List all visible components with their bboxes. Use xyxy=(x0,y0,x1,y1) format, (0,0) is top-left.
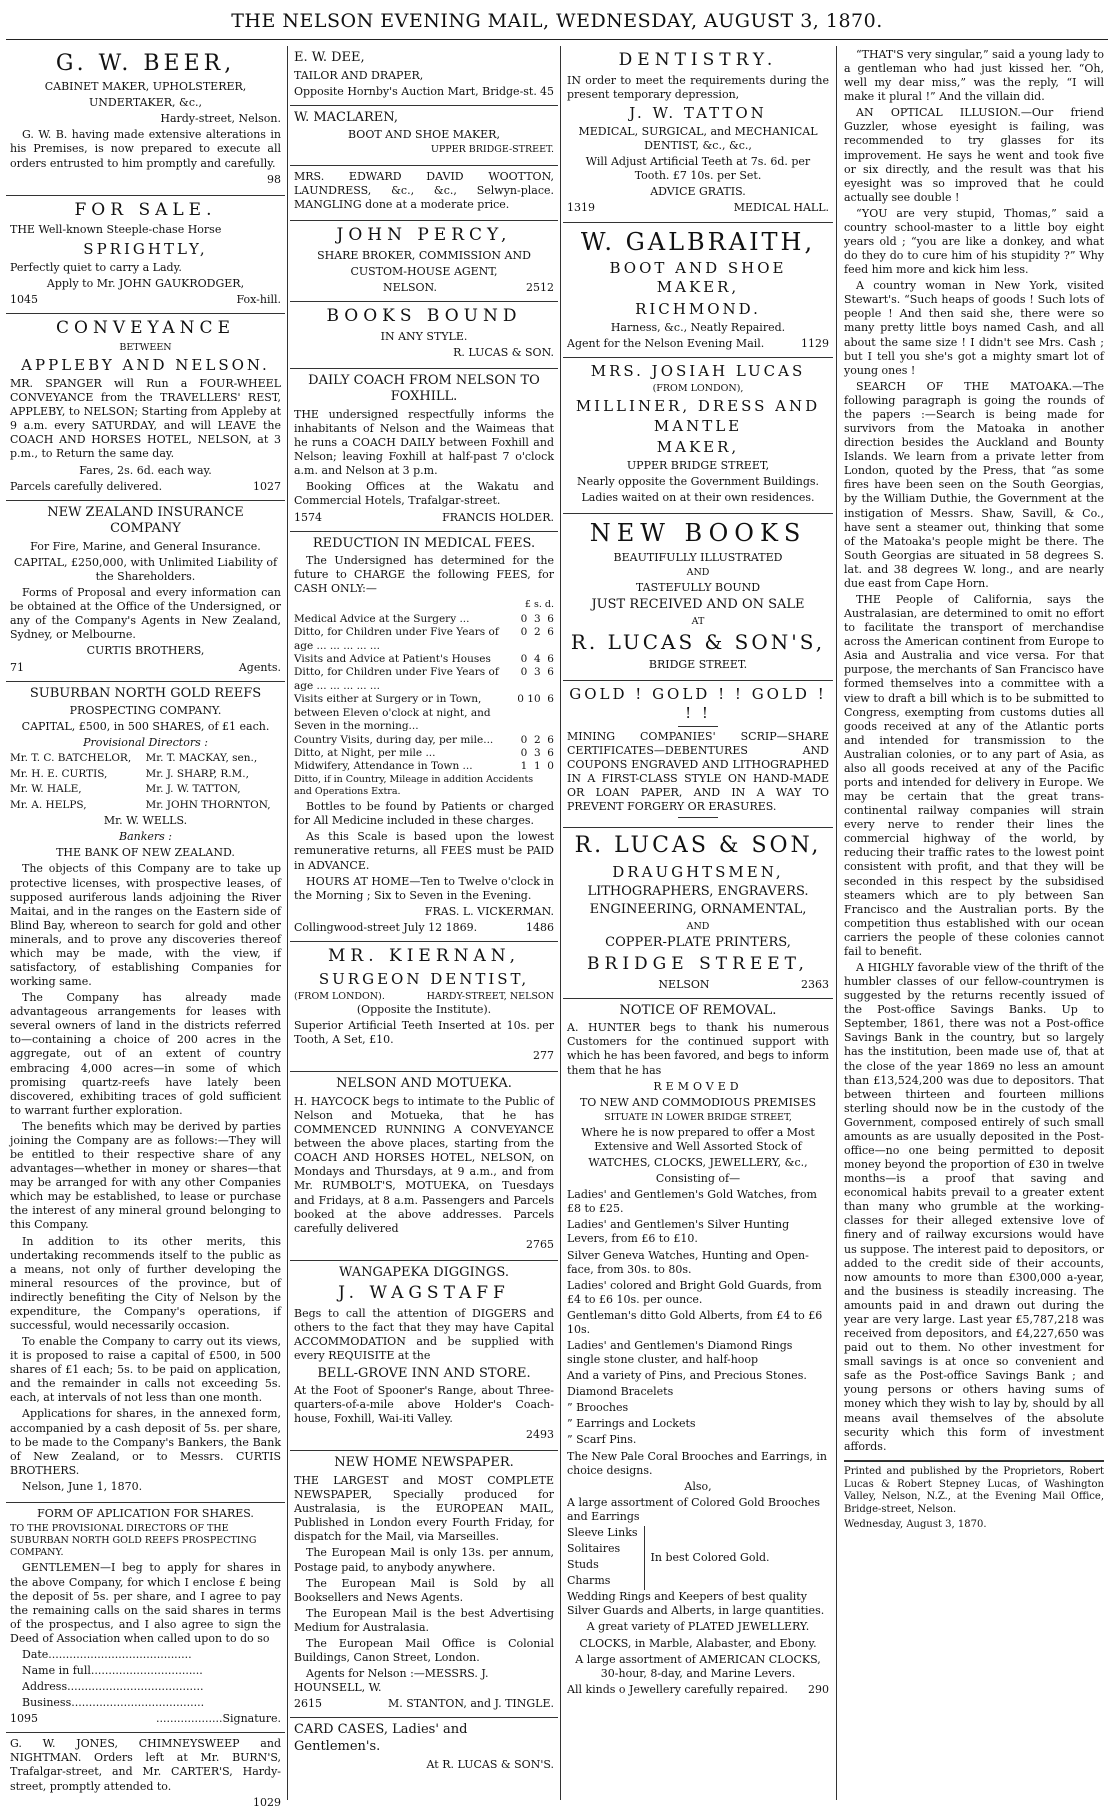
ad-line: Ladies waited on at their own residences. xyxy=(581,491,815,505)
fee-row xyxy=(294,760,554,773)
fee-row xyxy=(294,626,554,653)
ad-title: MR. KIERNAN, xyxy=(328,945,520,966)
ad-address: HARDY-STREET, NELSON xyxy=(426,990,554,1002)
fee-value: 0 4 6 xyxy=(520,652,554,665)
stock-item: ” Scarf Pins. xyxy=(567,1433,637,1447)
ad-number: 277 xyxy=(533,1049,554,1063)
ad-title: FOR SALE. xyxy=(74,199,217,220)
ad-line: MILLINER, DRESS AND MANTLE xyxy=(575,397,821,435)
ad-line: UNDERTAKER, &c., xyxy=(89,96,202,110)
ad-number: 2765 xyxy=(526,1237,554,1251)
ad-title: NELSON AND MOTUEKA. xyxy=(336,1076,512,1092)
ad-line: SHARE BROKER, COMMISSION AND xyxy=(317,248,531,262)
gold-list xyxy=(567,1526,829,1590)
ad-line: TO THE PROVISIONAL DIRECTORS OF THE SUBURBAN NORTH GOLD REEFS PROSPECTING COMPANY. xyxy=(10,1522,257,1559)
stock-item: The New Pale Coral Brooches and Earrings, in choice designs. xyxy=(567,1449,827,1477)
news-paragraph: AN OPTICAL ILLUSION.—Our friend Guzzler, whose eyesight is failing, was recommended to try glasses for its improvement. He says he went and took five or six directly, and the result was that his eyesight was so improved that he could actually see double ! xyxy=(844,106,1104,204)
ad-address: UPPER BRIDGE STREET, xyxy=(626,458,770,472)
ad-line: Bankers : xyxy=(118,830,172,844)
ad-wangapeka xyxy=(290,1260,558,1451)
ad-body: Apply to Mr. JOHN GAUKRODGER, xyxy=(46,276,245,290)
ad-removal xyxy=(563,998,833,1703)
column-1 xyxy=(6,46,285,1809)
stock-list xyxy=(567,1188,829,1477)
ad-line: PROSPECTING COMPANY. xyxy=(69,704,222,718)
ad-body: G. W. JONES, CHIMNEYSWEEP and NIGHTMAN. Orders left at Mr. BURN'S, Trafalgar-street, and Mr. CARTER'S, Hardy-street, promptly attended to. xyxy=(10,1737,281,1793)
ad-for-sale xyxy=(6,195,285,313)
fee-value: 0 10 6 xyxy=(517,693,554,706)
ad-title: W. GALBRAITH, xyxy=(580,227,816,256)
ad-title: NEW HOME NEWSPAPER. xyxy=(334,1455,514,1471)
ad-number: 71 xyxy=(10,660,24,674)
column-2 xyxy=(290,46,558,1800)
column-rule xyxy=(836,46,837,1800)
form-field: Date......................................... xyxy=(22,1647,192,1661)
ad-motueka xyxy=(290,1071,558,1259)
fee-label: Ditto, at Night, per mile ... xyxy=(294,747,436,760)
ad-body: Perfectly quiet to carry a Lady. xyxy=(10,260,182,274)
fee-label: Medical Advice at the Surgery ... xyxy=(294,612,470,625)
ad-line: Consisting of— xyxy=(655,1172,741,1186)
ad-number: 45 xyxy=(540,84,554,98)
ad-line: R. LUCAS & SON'S, xyxy=(570,629,826,654)
ad-line: LITHOGRAPHERS, ENGRAVERS. xyxy=(587,883,809,899)
fee-label: Visits and Advice at Patient's Houses xyxy=(294,652,491,665)
fee-table xyxy=(294,613,554,774)
ad-r-lucas xyxy=(563,827,833,997)
fee-value: 0 2 6 xyxy=(520,733,554,746)
ad-body: CAPITAL, £250,000, with Unlimited Liability of the Shareholders. xyxy=(13,556,278,584)
ad-gold-reefs xyxy=(6,681,285,1502)
ad-address: MEDICAL HALL. xyxy=(733,201,829,215)
ad-share-form xyxy=(6,1502,285,1732)
ad-horse-name: SPRIGHTLY, xyxy=(83,239,208,258)
ad-body: The European Mail is only 13s. per annum, Postage paid, to anybody anywhere. xyxy=(294,1546,554,1574)
ad-line: MAKER, xyxy=(656,437,740,456)
ad-signature: FRANCIS HOLDER. xyxy=(442,510,554,524)
ad-title: NOTICE OF REMOVAL. xyxy=(619,1002,777,1018)
director: Mr. T. MACKAY, sen., xyxy=(145,752,258,765)
ad-line: RICHMOND. xyxy=(635,299,761,318)
ad-line: All kinds o Jewellery carefully repaired. xyxy=(567,1682,788,1696)
ad-body: A. HUNTER begs to thank his numerous Customers for the continued support with which he has been favored, and begs to inform them that he has xyxy=(567,1021,829,1077)
ad-body: Fares, 2s. 6d. each way. xyxy=(79,463,212,477)
director: Mr. H. E. CURTIS, xyxy=(10,767,108,780)
stock-item: And a variety of Pins, and Precious Stones. xyxy=(567,1369,807,1383)
ad-galbraith xyxy=(563,222,833,357)
ad-body: Wedding Rings and Keepers of best quality Silver Guards and Alberts, in large quantities. xyxy=(567,1590,825,1618)
ad-line: Provisional Directors : xyxy=(83,736,208,750)
ad-line: REMOVED xyxy=(653,1079,743,1093)
form-field: Address....................................... xyxy=(22,1680,204,1694)
ad-line: BEAUTIFULLY ILLUSTRATED xyxy=(613,550,783,564)
ad-jones xyxy=(6,1732,285,1817)
ad-wootton xyxy=(290,165,558,220)
fee-value: 0 2 6 xyxy=(520,626,554,639)
ad-title: WANGAPEKA DIGGINGS. xyxy=(339,1264,509,1280)
ad-line: BOOT AND SHOE MAKER, xyxy=(609,259,787,297)
ad-title: R. LUCAS & SON, xyxy=(574,833,822,859)
ad-line: Nearly opposite the Government Buildings. xyxy=(576,474,820,488)
fee-value: 1 1 0 xyxy=(520,760,554,773)
ad-title: SUBURBAN NORTH GOLD REEFS xyxy=(29,685,262,701)
fee-label: Ditto, for Children under Five Years of age ... ... ... ... ... xyxy=(294,626,499,652)
ad-body: Bottles to be found by Patients or charged for All Medicine included in these charges. xyxy=(294,800,554,828)
imprint xyxy=(844,1460,1104,1532)
ad-body: Booking Offices at the Wakatu and Commercial Hotels, Trafalgar-street. xyxy=(294,480,554,508)
ad-body: THE LARGEST and MOST COMPLETE NEWSPAPER, Specially produced for Australasia, is the EUROPEAN MAIL, Published in London every Fourth Friday, for dispatch for the Mail, via Marseilles. xyxy=(294,1474,554,1544)
ad-body: The objects of this Company are to take up protective licenses, with prospective leases, of supposed auriferous lands adjoining the River Maitai, and in the ranges on the Eastern side of Blind Bay, whereon to search for gold and other minerals, and to prove any discoveries thereof which may be made, with the view, if satisfactory, of establishing Companies for working same. xyxy=(10,862,281,989)
ad-body: Ditto, if in Country, Mileage in addition Accidents and Operations Extra. xyxy=(294,773,534,798)
ad-body: To enable the Company to carry out its views, it is proposed to raise a capital of £500, in 500 shares of £1 each; 5s. to be paid on application, and the remainder in calls not exceeding 5s. each, at intervals of not less than one month. xyxy=(10,1335,281,1405)
ad-number: 2493 xyxy=(526,1428,554,1442)
ad-title: DAILY COACH FROM NELSON TO FOXHILL. xyxy=(308,372,540,405)
ad-title: W. MACLAREN, xyxy=(294,109,398,125)
ad-beer xyxy=(6,46,285,195)
fee-row xyxy=(294,666,554,693)
ad-line: TO NEW AND COMMODIOUS PREMISES xyxy=(579,1095,817,1109)
imprint-date: Wednesday, August 3, 1870. xyxy=(844,1518,987,1530)
ad-line: Agent for the Nelson Evening Mail. xyxy=(567,336,765,350)
ad-body: THE undersigned respectfully informs the inhabitants of Nelson and the Waimeas that he runs a COACH DAILY between Foxhill and Nelson; leaving Foxhill at half-past 7 o'clock a.m. and Nelson at 3 p.m. xyxy=(294,408,554,478)
ad-title: E. W. DEE, xyxy=(294,50,365,65)
ad-address: NELSON xyxy=(658,977,710,991)
fee-label: Country Visits, during day, per mile... xyxy=(294,733,494,746)
news-paragraph: A HIGHLY favorable view of the thrift of the humbler classes of our fellow-countrymen is suggested by the returns recently issued of the Post-office Savings Banks. Up to September, 1861, there was not a Post-office Savings Bank in the country, but so largely has the institution, been made use of, that at the close of the year 1869 no less an amount than £13,524,200 was due to depositors. That between thirteen and fourteen millions sterling should now be in the custody of the Government, composed entirely of such small amounts as are usually deposited in the Post-office—no one being permitted to deposit money beyond the proportion of £30 in twelve months—is a proof that saving and economical habits prevail to a greater extent than many who grumble at the working-classes for their alleged extensive love of finery and of railway excursions would have us suppose. The interest paid to depositors, or added to the credit side of their accounts, now amounts to more than £300,000 a-year, and the business is steadily increasing. The amounts paid in and drawn out during the year are very large. Last year £5,787,218 was received from depositors, and £4,227,650 was paid out to them. No other investment for small savings is at once so convenient and safe as the Post-office Savings Bank ; and young persons or others having sums of money which they wish to lay by, should by all means avail themselves of the absolute security which this form of investment affords. xyxy=(844,961,1104,1453)
ad-line: CABINET MAKER, UPHOLSTERER, xyxy=(44,80,247,94)
ad-line: A large assortment of AMERICAN CLOCKS, 30-hour, 8-day, and Marine Levers. xyxy=(575,1652,821,1680)
list-item: Charms xyxy=(567,1574,611,1588)
news-paragraph: A country woman in New York, visited Stewart's. “Such heaps of goods ! Such lots of people ! And then said she, there were so many pretty little boys named Cash, and all about the same size ! I didn't see Mrs. Cash ; but I tell you she's got a mighty smart lot of young ones ! xyxy=(844,279,1104,377)
ad-title: BOOKS BOUND xyxy=(326,305,522,326)
ad-body: CAPITAL, £500, in 500 SHARES, of £1 each. xyxy=(21,720,270,734)
ad-body: As this Scale is based upon the lowest remunerative returns, all FEES must be PAID in ADVANCE. xyxy=(294,830,554,872)
ad-body: M. STANTON, and J. TINGLE. xyxy=(387,1697,554,1711)
fee-row xyxy=(294,747,554,760)
news-items xyxy=(840,46,1108,1536)
ad-books-bound xyxy=(290,301,558,368)
ad-line: AND xyxy=(686,566,710,578)
ad-line: TASTEFULLY BOUND xyxy=(635,581,761,595)
list-item: Sleeve Links xyxy=(567,1525,638,1539)
ad-josiah-lucas xyxy=(563,357,833,513)
ad-body: Agents for Nelson :—MESSRS. J. HOUNSELL, W. xyxy=(294,1667,489,1695)
ad-line: IN ANY STYLE. xyxy=(380,329,468,343)
ad-line: BRIDGE STREET, xyxy=(587,953,809,974)
imprint-text: Printed and published by the Proprietors, Robert Lucas & Robert Stepney Lucas, of Washington Valley, Nelson, N.Z., at the Evening Mail Office, Bridge-street, Nelson. xyxy=(844,1465,1104,1516)
fee-value: 0 3 6 xyxy=(520,612,554,625)
ad-title: REDUCTION IN MEDICAL FEES. xyxy=(312,535,536,551)
form-field: ...................Signature. xyxy=(156,1712,281,1726)
ad-line: MEDICAL, SURGICAL, and MECHANICAL DENTIST, &c., &c., xyxy=(578,125,818,153)
ad-number: 1045 xyxy=(10,292,38,306)
stock-item: Ladies' and Gentlemen's Diamond Rings single stone cluster, and half-hoop xyxy=(567,1339,793,1367)
ad-body: H. HAYCOCK begs to intimate to the Public of Nelson and Motueka, that he has COMMENCED RUNNING A CONVEYANCE between the above places, starting from the COACH AND HORSES HOTEL, NELSON, on Mondays and Thursdays, at 9 a.m., and from Mr. RUMBOLT'S, MOTUEKA, on Tuesdays and Fridays, at 8 a.m. Passengers and Parcels booked at the above addresses. Parcels carefully delivered xyxy=(294,1094,554,1235)
ad-address: BRIDGE STREET. xyxy=(648,657,748,671)
ad-body: IN order to meet the requirements during the present temporary depression, xyxy=(567,73,829,101)
ad-line: SURGEON DENTIST, xyxy=(318,969,530,988)
ad-body: MINING COMPANIES' SCRIP—SHARE CERTIFICATES—DEBENTURES AND COUPONS ENGRAVED AND LITHOGRAPHED IN A FIRST-CLASS STYLE ON HAND-MADE OR LOAN PAPER, AND IN A WAY TO PREVENT FORGERY OR ERASURES. xyxy=(567,730,829,814)
ad-body: MRS. EDWARD DAVID WOOTTON, LAUNDRESS, &c., &c., Selwyn-place. MANGLING done at a moderate price. xyxy=(294,169,554,211)
ad-body: A large assortment of Colored Gold Brooches and Earrings xyxy=(567,1495,821,1523)
ad-signature: At R. LUCAS & SON'S. xyxy=(426,1757,554,1771)
news-paragraph: “YOU are very stupid, Thomas,” said a country school-master to a little boy eight years old ; “you are like a donkey, and what do they do to cure him of his stupidity ?” Why feed him more and kick him less. xyxy=(844,206,1104,277)
news-paragraph: SEARCH OF THE MATOAKA.—The following paragraph is going the rounds of the papers :—Search is being made for survivors from the Matoaka in another direction besides the Auckland and Bounty Islands. We learn from a private letter from London, quoted by the Press, that “as some fires have been seen on the South Georgias, by the William Duthie, the Government at the instigation of Messrs. Shaw, Savill, & Co., have sent a steamer out, thinking that some of the Matoaka's people might be there. The South Georgias are situated in 58 degrees S. lat. and 38 degrees W. long., and are nearly due east from Cape Horn. xyxy=(844,379,1104,590)
ad-body: The European Mail is the best Advertising Medium for Australasia. xyxy=(294,1606,554,1634)
form-field: Name in full................................ xyxy=(22,1664,203,1677)
ad-nz-insurance xyxy=(6,500,285,681)
ad-line: DRAUGHTSMEN, xyxy=(612,862,784,881)
ad-title: JOHN PERCY, xyxy=(336,224,512,245)
news-paragraph: “THAT'S very singular,” said a young lady to a gentleman who had just kissed her. “Oh, well my dear miss,” was the reply, “I will make it plural !” And the villain did. xyxy=(844,48,1104,104)
ad-number: 2363 xyxy=(800,977,829,991)
ad-title: FORM OF APLICATION FOR SHARES. xyxy=(37,1506,254,1520)
ad-home-newspaper xyxy=(290,1450,558,1717)
stock-item: Ladies' colored and Bright Gold Guards, from £4 to £6 10s. per ounce. xyxy=(567,1278,822,1306)
fee-row xyxy=(294,613,554,626)
ad-number: 1029 xyxy=(253,1795,281,1809)
ad-body: The benefits which may be derived by parties joining the Company are as follows:—They will be entitled to their respective share of any advantages—whether in money or shares—that may be arranged for with any other Companies which may be established, to lease or purchase the interest of any mineral ground belonging to this Company. xyxy=(10,1119,281,1232)
ad-address: UPPER BRIDGE-STREET. xyxy=(430,144,554,156)
ad-body: CARD CASES, Ladies' and Gentlemen's. xyxy=(294,1722,468,1754)
ad-body: Parcels carefully delivered. xyxy=(10,479,163,493)
stock-item: Diamond Bracelets xyxy=(567,1385,674,1399)
director: Mr. W. HALE, xyxy=(10,783,82,796)
ad-line: CLOCKS, in Marble, Alabaster, and Ebony. xyxy=(579,1636,817,1650)
ad-body: Will Adjust Artificial Teeth at 7s. 6d. per Tooth. £7 10s. per Set. xyxy=(585,155,811,183)
news-paragraph: THE People of California, says the Australasian, are determined to omit no effort to facilitate the transport of merchandise across the American continent from Europe to Asia and Australia and vice versa. For that purpose, the merchants of San Francisco have formed themselves into a committee with a view to draft a bill which is to be submitted to Congress, exempting from customs duties all goods received at any of the Atlantic ports and intended for transmission to the Australian colonies, or to any part of Asia, as also all goods received at any of the Pacific ports and intended for delivery in Europe. We may be certain that the great trans-continental railway companies will strain every nerve to render their lines the commercial highway of the world, by reducing their traffic rates to the lowest point consistent with profit, and that they will be seconded in this respect by the subsidised steamers which are to ply between San Francisco and the Australian ports. By the competition thus established with our ocean carriers the people of these colonies cannot fail to benefit. xyxy=(844,592,1104,958)
ad-line: BELL-GROVE INN AND STORE. xyxy=(317,1365,531,1381)
ad-dee xyxy=(290,46,558,105)
masthead: THE NELSON EVENING MAIL, WEDNESDAY, AUGUST 3, 1870. xyxy=(231,10,883,32)
ad-number: 1095 xyxy=(10,1712,38,1726)
stock-item: ” Brooches xyxy=(567,1401,629,1415)
ad-body: Begs to call the attention of DIGGERS and others to the fact that they may have Capital ACCOMMODATION and be supplied with every REQUISITE at the xyxy=(294,1307,554,1363)
ad-address: Hardy-street, Nelson. xyxy=(160,112,281,126)
ad-dentistry xyxy=(563,46,833,222)
divider xyxy=(678,817,718,818)
director: Mr. W. WELLS. xyxy=(103,814,188,828)
ad-number: 1486 xyxy=(526,920,554,934)
divider xyxy=(678,726,718,727)
directors-list xyxy=(10,752,281,814)
ad-body: In addition to its other merits, this undertaking recommends itself to the public as a means, not only of further developing the mineral resources of the province, but of indirectly benefiting the City of Nelson by the expenditure, the Company's operations, if successful, would necessarily occasion. xyxy=(10,1234,281,1332)
fee-header: £ s. d. xyxy=(524,598,554,610)
ad-body: The European Mail Office is Colonial Buildings, Canon Street, London. xyxy=(294,1636,554,1664)
ad-title: DENTISTRY. xyxy=(618,50,778,70)
ad-percy xyxy=(290,220,558,301)
ad-number: 1319 xyxy=(567,201,595,215)
ad-body: The Undersigned has determined for the future to CHARGE the following FEES, for CASH ONLY:— xyxy=(294,554,554,596)
ad-address: NELSON. xyxy=(383,280,437,294)
ad-line: AT xyxy=(691,615,705,627)
fee-row xyxy=(294,693,554,733)
ad-number: 2615 xyxy=(294,1697,322,1711)
ad-conveyance xyxy=(6,313,285,500)
ad-line: (FROM LONDON). xyxy=(294,990,385,1002)
ad-line: ENGINEERING, ORNAMENTAL, xyxy=(589,902,807,918)
form-field: Business...................................... xyxy=(22,1696,205,1710)
ad-gold xyxy=(563,680,833,828)
ad-body: Superior Artificial Teeth Inserted at 10s. per Tooth, A Set, £10. xyxy=(294,1019,554,1047)
ad-body: G. W. B. having made extensive alterations in his Premises, is now prepared to execute all orders entrusted to him promptly and carefully. xyxy=(10,128,281,170)
ad-kiernan xyxy=(290,941,558,1071)
column-rule xyxy=(560,46,561,1800)
ad-title: MRS. JOSIAH LUCAS xyxy=(590,362,806,380)
fee-label: Ditto, for Children under Five Years of age ... ... ... ... ... xyxy=(294,666,499,692)
ad-line: (FROM LONDON), xyxy=(652,383,744,395)
ad-line: In best Colored Gold. xyxy=(650,1551,770,1565)
ad-line: APPLEBY AND NELSON. xyxy=(21,355,270,374)
ad-title: G. W. BEER, xyxy=(55,51,236,76)
ad-body: GENTLEMEN—I beg to apply for shares in the above Company, for which I enclose £ being the deposit of 5s. per share, and I agree to pay the remaining calls on the said shares in terms of the prospectus, and I also agree to sign the Deed of Association when called upon to do so xyxy=(10,1561,281,1645)
ad-number: 290 xyxy=(808,1682,829,1696)
fee-row xyxy=(294,653,554,666)
column-3 xyxy=(563,46,833,1800)
ad-line: J. WAGSTAFF xyxy=(338,1283,510,1304)
ad-line: ADVICE GRATIS. xyxy=(650,185,746,199)
ad-line: JUST RECEIVED AND ON SALE xyxy=(591,597,805,613)
ad-body: MR. SPANGER will Run a FOUR-WHEEL CONVEYANCE from the TRAVELLERS' REST, APPLEBY, to NELSON; Starting from Appleby at 9 a.m. every SATURDAY, and will LEAVE the COACH AND HORSES HOTEL, NELSON, at 3 p.m., to Return the same day. xyxy=(10,377,281,461)
ad-new-books xyxy=(563,513,833,679)
ad-line: BOOT AND SHOE MAKER, xyxy=(348,128,500,142)
fee-row xyxy=(294,734,554,747)
ad-medical-fees xyxy=(290,531,558,941)
ad-line: CUSTOM-HOUSE AGENT, xyxy=(350,264,498,278)
ad-address: Fox-hill. xyxy=(236,292,281,306)
stock-item: Gentleman's ditto Gold Alberts, from £4 to £6 10s. xyxy=(567,1308,823,1336)
ad-title: NEW BOOKS xyxy=(589,519,807,548)
column-4 xyxy=(840,46,1108,1800)
stock-item: Ladies' and Gentlemen's Silver Hunting Levers, from £6 to £10. xyxy=(567,1218,790,1246)
ad-line: AND xyxy=(686,921,710,933)
ad-line: WATCHES, CLOCKS, JEWELLERY, &c., xyxy=(588,1156,808,1170)
director: Mr. J. W. TATTON, xyxy=(145,783,241,796)
fee-label: Visits either at Surgery or in Town, between Eleven o'clock at night, and Seven in the morning... xyxy=(294,693,491,733)
ad-line: THE BANK OF NEW ZEALAND. xyxy=(56,846,235,860)
ad-body: Where he is now prepared to offer a Most Extensive and Well Assorted Stock of xyxy=(581,1125,815,1153)
ad-body: Applications for shares, in the annexed form, accompanied by a cash deposit of 5s. per share, to be made to the Company's Bankers, the Bank of New Zealand, or to Messrs. CURTIS BROTHERS. xyxy=(10,1407,281,1477)
ad-body: At the Foot of Spooner's Range, about Three-quarters-of-a-mile above Holder's Coach-house, Foxhill, Wai-iti Valley. xyxy=(294,1384,554,1426)
ad-maclaren xyxy=(290,105,558,165)
masthead-rule xyxy=(6,39,1108,40)
ad-date: Nelson, June 1, 1870. xyxy=(22,1479,143,1493)
list-item: Solitaires xyxy=(567,1542,621,1556)
director: Mr. JOHN THORNTON, xyxy=(145,798,271,811)
stock-item: Ladies' and Gentlemen's Gold Watches, from £8 to £25. xyxy=(567,1188,817,1216)
ad-body: Forms of Proposal and every information can be obtained at the Office of the Undersigned, or any of the Company's Agents in New Zealand, Sydney, or Melbourne. xyxy=(10,586,281,642)
ad-line: SITUATE IN LOWER BRIDGE STREET, xyxy=(604,1111,792,1123)
ad-line: Harness, &c., Neatly Repaired. xyxy=(610,320,786,334)
ad-card-cases xyxy=(290,1717,558,1779)
ad-signature: R. LUCAS & SON. xyxy=(453,345,554,359)
ad-line: Also, xyxy=(684,1479,712,1493)
ad-body: HOURS AT HOME—Ten to Twelve o'clock in the Morning ; Six to Seven in the Evening. xyxy=(294,874,554,902)
ad-number: 1129 xyxy=(801,336,829,350)
ad-body: THE Well-known Steeple-chase Horse xyxy=(10,223,222,237)
ad-line: (Opposite the Institute). xyxy=(356,1003,492,1017)
column-rule xyxy=(287,46,288,1800)
ad-line: A great variety of PLATED JEWELLERY. xyxy=(586,1620,810,1634)
ad-line: For Fire, Marine, and General Insurance. xyxy=(30,539,261,553)
ad-address: Opposite Hornby's Auction Mart, Bridge-st. xyxy=(294,84,537,98)
fee-value: 0 3 6 xyxy=(520,666,554,679)
ad-line: TAILOR AND DRAPER, xyxy=(294,68,424,82)
ad-number: 1574 xyxy=(294,510,322,524)
ad-line: BETWEEN xyxy=(119,341,172,353)
ad-title: GOLD ! GOLD ! ! GOLD ! ! ! xyxy=(569,684,827,722)
ad-body: The European Mail is Sold by all Booksellers and News Agents. xyxy=(294,1576,554,1604)
stock-item: ” Earrings and Lockets xyxy=(567,1417,696,1431)
ad-title: NEW ZEALAND INSURANCE COMPANY xyxy=(47,504,244,537)
ad-title: CONVEYANCE xyxy=(56,317,235,338)
fee-label: Midwifery, Attendance in Town ... xyxy=(294,760,473,773)
ad-daily-coach xyxy=(290,368,558,531)
list-item: Studs xyxy=(567,1558,599,1572)
ad-number: 2512 xyxy=(526,280,554,294)
stock-item: Silver Geneva Watches, Hunting and Open-face, from 30s. to 80s. xyxy=(567,1248,809,1276)
fee-value: 0 3 6 xyxy=(520,747,554,760)
director: Mr. J. SHARP, R.M., xyxy=(145,767,249,780)
director: Mr. A. HELPS, xyxy=(10,798,87,811)
ad-date: Collingwood-street July 12 1869. xyxy=(294,920,478,934)
ad-number: 1027 xyxy=(253,479,281,493)
ad-body: The Company has already made advantageous arrangements for leases with several owners of land in the districts referred to—containing a choice of 200 acres in the aggregate, out of an extent of country embracing 4,000 acres—in some of which promising quartz-reefs have lately been discovered, exhibiting traces of gold sufficient to warrant further exploration. xyxy=(10,991,281,1117)
ad-signature: CURTIS BROTHERS, xyxy=(86,644,205,658)
ad-line: COPPER-PLATE PRINTERS, xyxy=(605,935,791,951)
ad-number: 98 xyxy=(267,172,281,186)
ad-line: J. W. TATTON xyxy=(629,103,767,122)
ad-signature: FRAS. L. VICKERMAN. xyxy=(424,904,554,918)
director: Mr. T. C. BATCHELOR, xyxy=(10,752,132,765)
ad-line: Agents. xyxy=(238,660,281,674)
